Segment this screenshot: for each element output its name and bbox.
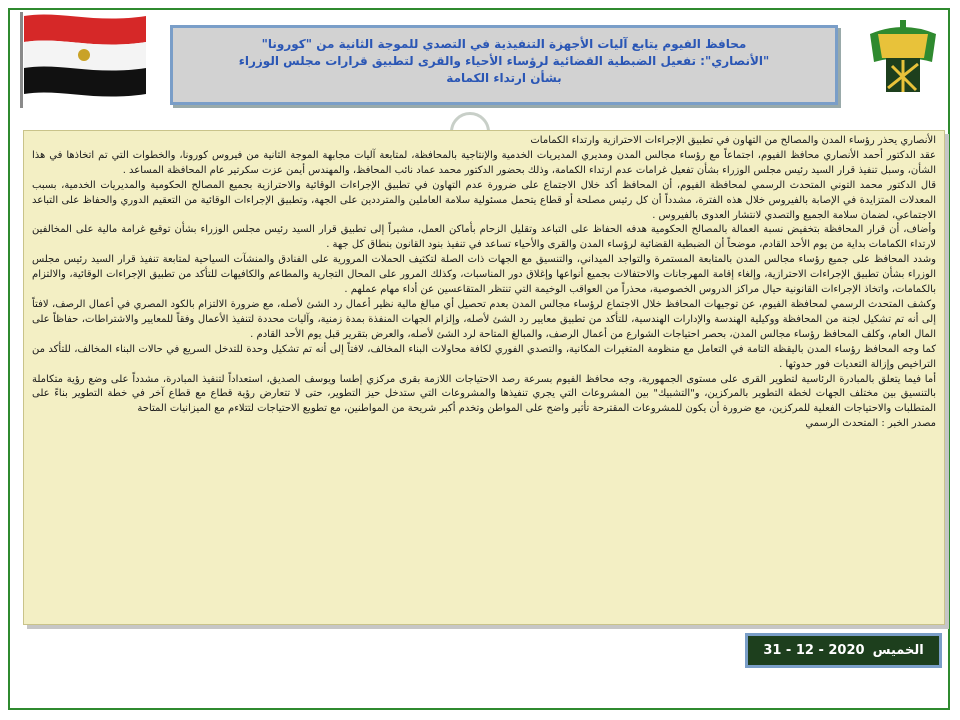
headline-line-3: بشأن ارتداء الكمامة: [446, 71, 562, 85]
article-paragraph: وكشف المتحدث الرسمي لمحافظة الفيوم، عن توجيهات المحافظ خلال الاجتماع لرؤساء مجالس المدن بعدم تحصيل أي مبالغ مالية نظير أعمال رد الشئ لأصله، مع ضرورة الالتزام بالكود المصري في أعمال الرصف، لافتاً إلى أنه تم تشكيل لجنة من المحافظة ووكيلية الهندسة والإدارات الهندسية، للتأكد من تطبيق معايير رد الشئ لأصله، وإلزام الجهات المنفذة بمدة زمنية، وآليات محددة لتنفيذ الأعمال وفقاً للمعايير والاشتراطات، حفاظاً على المال العام، وكلف المحافظ رؤساء مجالس المدن، بحصر احتياجات الشوارع من أعمال الرصف، والمبالغ المتاحة لرد الشئ لأصله، والعرض بتقرير قبل يوم الأحد القادم .: [32, 298, 936, 340]
date-day: الخميس: [872, 643, 924, 658]
article-paragraph: وأضاف، أن قرار المحافظة بتخفيض نسبة العمالة بالمصالح الحكومية هدفه الحفاظ على التباعد وتقليل الزحام بأماكن العمل، مشيراً إلى تطبيق قرار السيد رئيس مجلس الوزراء بشأن توقيع غرامة مالية على المخالفين لارتداء الكمامات بداية من يوم الأحد القادم، موضحاً أن الضبطية القضائية لرؤساء المدن والقرى والأحياء تساعد في تنفيذ بنود القانون بنطاق كل جهة .: [32, 224, 936, 251]
article-paragraph: قال الدكتور محمد التوني المتحدث الرسمي لمحافظة الفيوم، أن المحافظ أكد خلال الاجتماع على ضرورة عدم التهاون في تطبيق الإجراءات الوقائية والاحترازية بجميع المصالح الحكومية والمديريات الخدمية، بسبب المعدلات المتزايدة في الإصابة بالفيروس خلال هذه الفترة، مشدداً أن كل رئيس مصلحة أو قطاع يتحمل مسئولية سلامة العاملين والمترددين على الجهة، وتطبيق الإجراءات الوقائية من التعقيم الدوري والحفاظ على التباعد الاجتماعي، لضمان سلامة الجميع والتصدي لانتشار العدوى بالفيروس .: [32, 179, 936, 221]
egypt-flag-icon: [14, 10, 154, 110]
article-paragraph: الأنصاري يحذر رؤساء المدن والمصالح من التهاون في تطبيق الإجراءات الاحترازية وارتداء الكمامات: [530, 135, 936, 146]
headline-line-1: محافظ الفيوم يتابع آليات الأجهزة التنفيذية في التصدي للموجة الثانية من "كورونا": [261, 37, 747, 51]
article-paragraph: وشدد المحافظ على جميع رؤساء مجالس المدن بالمتابعة المستمرة والتواجد الميداني، والتنسيق مع الجهات ذات الصلة لتكثيف الحملات المرورية على الفنادق والمنشآت السياحية لمتابعة تنفيذ قرار السيد رئيس مجلس الوزراء بشأن تطبيق الإجراءات الاحترازية، وإلغاء إقامة المهرجانات والاحتفالات بجميع أنواعها وإغلاق دور المناسبات، وكذلك المرور على المحال التجارية والمطاعم والكافيهات للتأكد من تطبيق الإجراءات الوقائية، والالتزام بالكمامات، واتخاذ الإجراءات القانونية حيال مراكز الدروس الخصوصية، محذراً من العواقب الوخيمة التي تنتظر المتقاعسين عن أداء مهام عملهم .: [32, 254, 936, 296]
date-value: 31 - 12 - 2020: [763, 643, 865, 658]
article-body: [23, 130, 945, 625]
article-paragraph: عقد الدكتور أحمد الأنصاري محافظ الفيوم، اجتماعاً مع رؤساء مجالس المدن ومديري المديريات الخدمية والإنتاجية بالمحافظة، لمتابعة آليات مجابهة الموجة الثانية من فيروس كورونا، والخطوات التي تم اتخاذها في هذا الشأن، وسبل تنفيذ قرار السيد رئيس مجلس الوزراء بشأن تفعيل غرامات عدم ارتداء الكمامة، وذلك بحضور الدكتور محمد عماد نائب المحافظ، والمهندس أيمن عزت سكرتير عام المحافظة المساعد .: [32, 149, 936, 176]
fayoum-governorate-logo-icon: [858, 14, 948, 104]
headline-box: [170, 25, 838, 105]
headline-line-2: "الأنصاري": تفعيل الضبطية القضائية لرؤساء الأحياء والقرى لتطبيق قرارات مجلس الوزراء: [238, 54, 770, 68]
article-source: مصدر الخبر : المتحدث الرسمي: [805, 418, 936, 430]
article-paragraph: كما وجه المحافظ رؤساء المدن باليقظة التامة في التعامل مع منظومة المتغيرات المكانية، والتصدي الفوري لكافة محاولات البناء المخالف، لافتاً إلى أنه تم تشكيل وحدة للتدخل السريع في حالات البناء المخالف، للتأكد من التراخيص وإزالة التعديات فور حدوثها .: [32, 343, 936, 370]
date-badge: [745, 633, 942, 668]
article-paragraph: أما فيما يتعلق بالمبادرة الرئاسية لتطوير القرى على مستوى الجمهورية، وجه محافظ الفيوم بسرعة رصد الاحتياجات اللازمة بقرى مركزي إطسا ويوسف الصديق، استعداداً لتنفيذ المبادرة، مشدداً على وضع رؤية متكاملة بالتنسيق بين مختلف الجهات لخطة التطوير بالمركزين، و"التشبيك" بين المشروعات التي يجري تنفيذها والمشروعات التي ستدخل حيز التطوير، حتى لا تتعارض رؤية قطاع مع قطاع آخر في خطة التطوير بناءً على المتطلبات والاحتياجات الفعلية للمركزين، مع ضرورة أن يكون للمشروعات المقترحة تأثير واضح على المواطن وتخدم أكبر شريحة من المواطنين، مع تطويع الاحتياجات لتتلاءم مع الميزانيات المتاحة: [32, 373, 936, 415]
